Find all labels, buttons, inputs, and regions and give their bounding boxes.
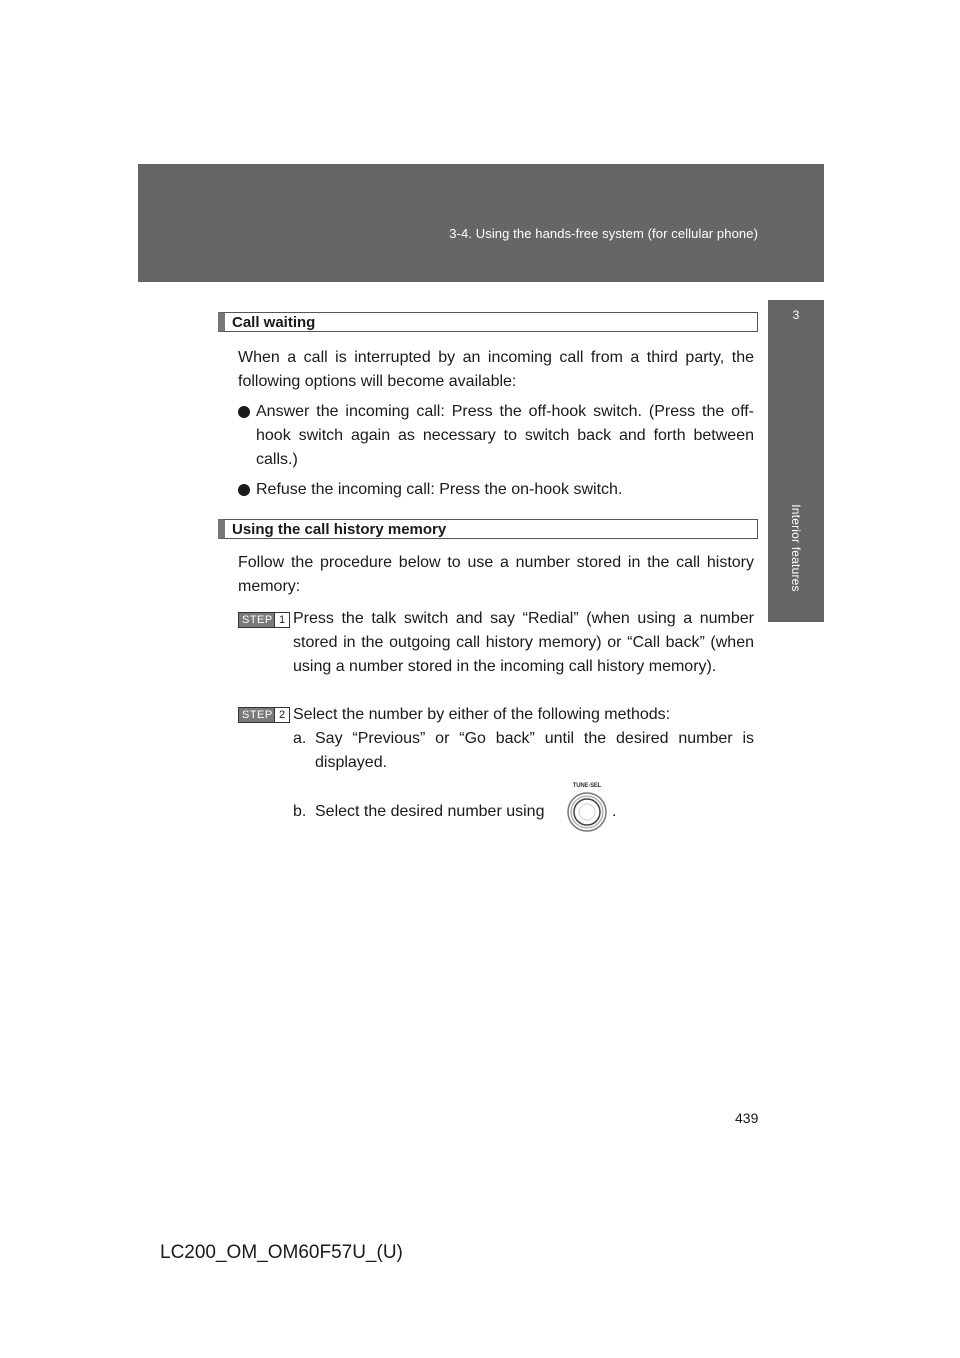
method-b-suffix: .	[612, 803, 617, 820]
call-history-heading-text: Using the call history memory	[232, 521, 447, 538]
call-history-intro: Follow the procedure below to use a number stored in the call history memory:	[238, 554, 754, 595]
method-b-marker: b.	[293, 803, 307, 820]
step-1-badge	[238, 612, 290, 628]
call-waiting-bullet: Refuse the incoming call: Press the on-hook switch.	[256, 481, 623, 498]
call-waiting-bullet: Answer the incoming call: Press the off-hook switch. (Press the off-hook switch again as necessary to switch back and forth between calls.)	[256, 403, 754, 468]
knob-graphic	[565, 783, 609, 833]
chapter-header-band	[138, 164, 824, 282]
step-number: 1	[274, 613, 289, 627]
step-number: 2	[274, 708, 289, 722]
step-label: STEP	[242, 709, 273, 721]
call-waiting-intro: When a call is interrupted by an incoming call from a third party, the following options will become available:	[238, 349, 754, 390]
knob-label: TUNE·SEL	[572, 783, 602, 789]
step-2-text: Select the number by either of the following methods:	[293, 706, 671, 723]
call-waiting-heading-text: Call waiting	[232, 314, 316, 331]
chapter-number: 3	[792, 308, 800, 322]
section-title: 3-4. Using the hands-free system (for cellular phone)	[449, 226, 758, 241]
page-number: 439	[735, 1110, 759, 1126]
method-b-text: Select the desired number using	[315, 803, 545, 820]
step-label: STEP	[242, 614, 273, 626]
chapter-label: Interior features	[789, 504, 803, 592]
step-2-badge	[238, 707, 290, 723]
bullet-icon	[238, 484, 250, 496]
method-a-text: Say “Previous” or “Go back” until the desired number is displayed.	[315, 730, 754, 771]
document-code: LC200_OM_OM60F57U_(U)	[160, 1242, 403, 1263]
bullet-icon	[238, 406, 250, 418]
call-waiting-heading	[218, 312, 758, 332]
step-1-text: Press the talk switch and say “Redial” (when using a number stored in the outgoing call history memory) or “Call back” (when using a number stored in the incoming call history memory).	[293, 610, 754, 675]
call-history-heading	[218, 519, 758, 539]
chapter-side-tab	[768, 300, 824, 622]
method-a-marker: a.	[293, 730, 307, 747]
tune-sel-knob-icon	[565, 783, 609, 833]
